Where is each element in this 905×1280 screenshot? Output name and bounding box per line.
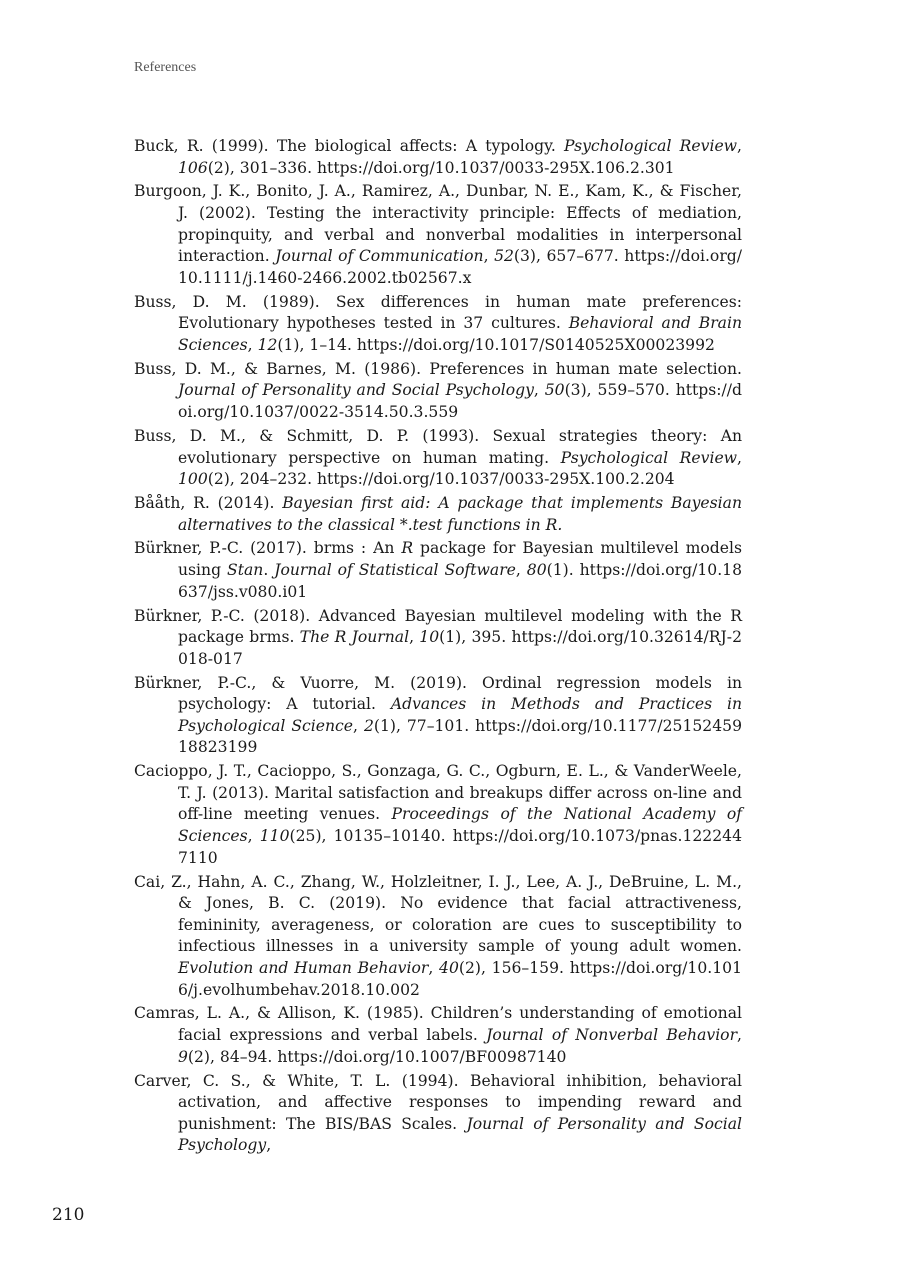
reference-italic-text: 106 [178, 158, 208, 177]
reference-italic-text: 52 [494, 247, 514, 266]
reference-doi-link[interactable]: https://doi.org/10.1016/j.evolhumbehav.2018.10.002 [178, 958, 742, 999]
reference-italic-text: 2 [363, 716, 374, 735]
reference-text: Buss, D. M., & Schmitt, D. P. (1993). Sexual strategies theory: An evolutionary perspective on human mating. [134, 426, 742, 467]
reference-text: , [737, 1026, 742, 1045]
reference-italic-text: Stan [227, 561, 264, 580]
reference-entry [134, 606, 742, 671]
reference-doi-link[interactable]: https://doi.org/10.1037/0033-295X.100.2.204 [317, 470, 675, 489]
reference-text: Bååth, R. (2014). [134, 493, 283, 512]
reference-doi-link[interactable]: https://doi.org/10.1177/2515245918823199 [178, 716, 742, 757]
reference-text: (2), 301–336. [207, 158, 318, 177]
reference-italic-text: 110 [259, 827, 290, 846]
reference-italic-text: 100 [178, 470, 208, 489]
reference-italic-text: 9 [178, 1047, 188, 1066]
reference-italic-text: R [401, 539, 414, 558]
reference-italic-text: 40 [439, 958, 459, 977]
reference-doi-link[interactable]: https://doi.org/10.1037/0033-295X.106.2.301 [317, 158, 675, 177]
reference-entry [134, 673, 742, 759]
reference-text: (25), 10135–10140. [289, 827, 453, 846]
reference-text: Buss, D. M. (1989). Sex differences in human mate preferences: Evolutionary hypotheses tested in 37 cultures. [134, 292, 742, 333]
reference-entry [134, 1071, 742, 1157]
reference-text: (2), 84–94. [187, 1047, 278, 1066]
reference-text: , [428, 958, 440, 977]
reference-italic-text: Proceedings of the National Academy of Sciences [178, 805, 742, 846]
reference-italic-text: Journal of Personality and Social Psychology [178, 381, 534, 400]
reference-text: (1), 77–101. [373, 716, 476, 735]
reference-italic-text: 80 [526, 561, 547, 580]
reference-text: (2), 204–232. [207, 470, 318, 489]
reference-text: , [409, 628, 420, 647]
reference-italic-text: Advances in Methods and Practices in Psychological Science [178, 695, 742, 735]
reference-doi-link[interactable]: https://doi.org/10.18637/jss.v080.i01 [178, 561, 742, 601]
reference-italic-text: Psychological Review [560, 448, 738, 467]
reference-italic-text: Journal of Personality and Social Psychology [178, 1114, 743, 1155]
reference-text: package for Bayesian multilevel models using [178, 539, 742, 580]
reference-italic-text: The R Journal [299, 628, 410, 647]
reference-text: (1), 395. [439, 628, 512, 647]
reference-italic-text: Psychological Review [564, 137, 738, 155]
reference-text: Camras, L. A., & Allison, K. (1985). Children’s understanding of emotional facial expressions and verbal labels. [134, 1004, 742, 1045]
reference-italic-text: 50 [544, 381, 565, 400]
reference-doi-link[interactable]: https://doi.org/10.1111/j.1460-2466.2002.tb02567.x [178, 247, 743, 287]
reference-text: , [266, 1136, 272, 1155]
reference-entry [134, 538, 742, 603]
reference-italic-text: Bayesian first aid: A package that implements Bayesian alternatives to the classical *.test functions in R. [178, 493, 742, 534]
reference-doi-link[interactable]: https://doi.org/10.1007/BF00987140 [277, 1047, 567, 1066]
reference-entry [134, 872, 742, 1002]
reference-text: , [737, 448, 742, 467]
reference-entry [134, 426, 742, 491]
reference-text: (3), 559–570. [564, 381, 676, 400]
reference-doi-link[interactable]: https://doi.org/10.32614/RJ-2018-017 [178, 628, 742, 668]
reference-text: , [737, 137, 742, 155]
reference-text: (1). [546, 561, 580, 580]
page-number: 210 [52, 1205, 85, 1225]
reference-entry [134, 493, 742, 536]
reference-entry [134, 1003, 742, 1068]
reference-text: . [263, 561, 275, 580]
reference-text: , [353, 716, 364, 735]
reference-text: Buck, R. (1999). The biological affects: A typology. [134, 137, 565, 155]
reference-doi-link[interactable]: https://doi.org/10.1037/0022-3514.50.3.559 [178, 381, 742, 422]
reference-entry [134, 761, 742, 869]
reference-text: , [533, 381, 545, 400]
reference-italic-text: Journal of Communication [275, 247, 484, 266]
reference-text: (2), 156–159. [458, 958, 570, 977]
reference-text: , [247, 827, 260, 846]
reference-text: (1), 1–14. [277, 335, 357, 354]
reference-entry [134, 359, 742, 424]
reference-list [134, 136, 742, 1159]
reference-text: , [247, 335, 258, 354]
reference-text: Cacioppo, J. T., Cacioppo, S., Gonzaga, G. C., Ogburn, E. L., & VanderWeele, T. J. (2013). Marital satisfaction and breakups differ across on-line and off-line meeting venues. [134, 762, 742, 824]
reference-doi-link[interactable]: https://doi.org/10.1017/S0140525X00023992 [356, 335, 715, 354]
reference-text: Buss, D. M., & Barnes, M. (1986). Preferences in human mate selection. [134, 359, 742, 378]
reference-text: Cai, Z., Hahn, A. C., Zhang, W., Holzleitner, I. J., Lee, A. J., DeBruine, L. M., & Jones, B. C. (2019). No evidence that facial attractiveness, femininity, averageness, or coloration are cues to susceptibility to infectious illnesses in a university sample of young adult women. [134, 872, 742, 956]
reference-text: Burgoon, J. K., Bonito, J. A., Ramirez, A., Dunbar, N. E., Kam, K., & Fischer, J. (2002). Testing the interactivity principle: Effects of mediation, propinquity, and verbal and nonverbal modalities in interpersonal interaction. [134, 182, 742, 266]
reference-italic-text: 12 [257, 335, 278, 354]
reference-doi-link[interactable]: https://doi.org/10.1073/pnas.1222447110 [178, 827, 742, 867]
reference-text: Bürkner, P.-C. (2017). brms : An [134, 539, 402, 558]
running-head: References [134, 60, 197, 75]
reference-italic-text: Journal of Nonverbal Behavior [486, 1026, 738, 1045]
reference-entry [134, 136, 742, 179]
reference-italic-text: Journal of Statistical Software [274, 561, 516, 580]
reference-entry [134, 292, 742, 357]
reference-text: Bürkner, P.-C. (2018). Advanced Bayesian multilevel modeling with the R package brms. [134, 606, 742, 647]
reference-text: (3), 657–677. [513, 247, 625, 266]
reference-text: , [483, 247, 495, 266]
reference-italic-text: 10 [419, 628, 440, 647]
reference-text: , [515, 561, 527, 580]
reference-entry [134, 181, 742, 289]
reference-text: Bürkner, P.-C., & Vuorre, M. (2019). Ordinal regression models in psychology: A tutorial. [134, 673, 742, 714]
reference-text: Carver, C. S., & White, T. L. (1994). Behavioral inhibition, behavioral activation, and affective responses to impending reward and punishment: The BIS/BAS Scales. [134, 1071, 742, 1133]
reference-italic-text: Evolution and Human Behavior [178, 958, 429, 977]
reference-italic-text: Behavioral and Brain Sciences [178, 314, 742, 354]
